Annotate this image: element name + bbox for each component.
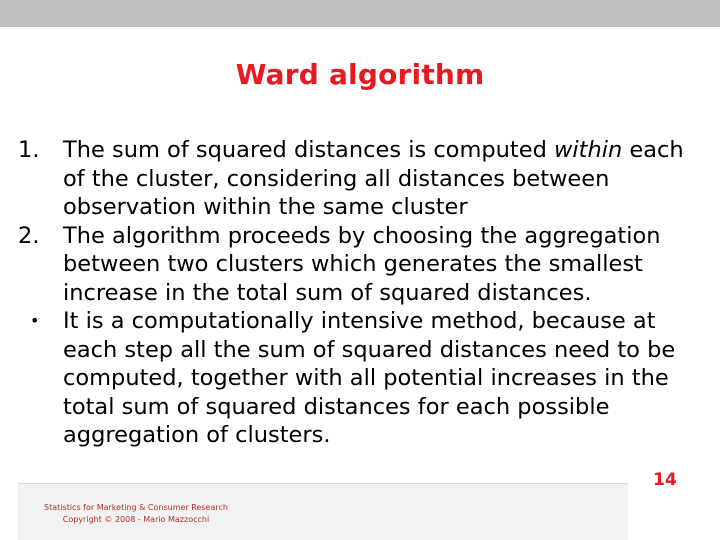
list-item-text-emphasis: within bbox=[554, 137, 623, 163]
footer-line-1: Statistics for Marketing & Consumer Research bbox=[44, 503, 228, 512]
list-item-text: The algorithm proceeds by choosing the aggregation between two clusters which generates the smallest increase in the total sum of squared distances. bbox=[63, 222, 661, 306]
list-item-text-before: The sum of squared distances is computed bbox=[63, 137, 555, 163]
slide-content bbox=[18, 136, 708, 450]
list-item bbox=[18, 307, 708, 450]
list-marker: 2. bbox=[18, 222, 40, 249]
bullet-icon: • bbox=[30, 311, 40, 330]
slide-title: Ward algorithm bbox=[235, 58, 485, 91]
footer-text bbox=[31, 502, 241, 526]
list-item bbox=[18, 136, 708, 222]
list-item bbox=[18, 222, 708, 308]
list-marker: 1. bbox=[18, 137, 40, 163]
list-item-text: It is a computationally intensive method, because at each step all the sum of squared distances need to be computed, together with all potential increases in the total sum of squared distances for each possible aggregation of clusters. bbox=[63, 308, 676, 448]
list-item-text-after: each of the cluster, considering all distances between observation within the same cluster bbox=[63, 137, 684, 220]
page-number: 14 bbox=[653, 470, 677, 490]
footer-line-2: Copyright © 2008 - Mario Mazzocchi bbox=[62, 515, 210, 524]
top-bar bbox=[0, 0, 720, 27]
